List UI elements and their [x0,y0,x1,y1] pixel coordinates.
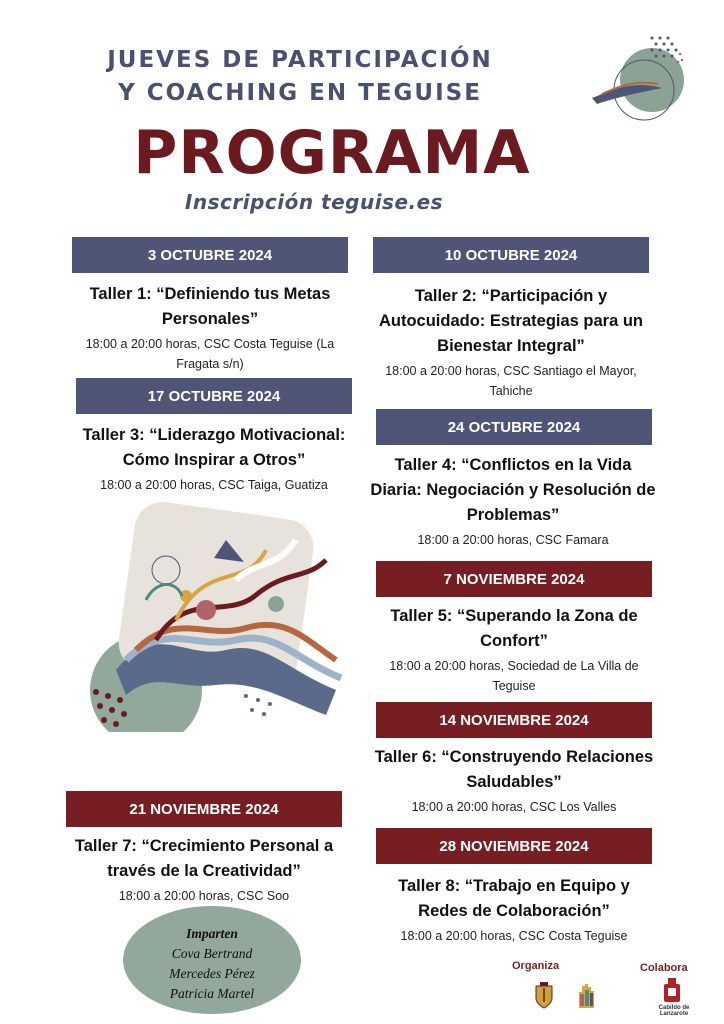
workshop-4 [370,453,656,550]
workshop-3 [72,423,356,495]
workshop-2 [373,284,649,401]
workshop-details: 18:00 a 20:00 horas, Sociedad de La Villa de Teguise [389,659,639,693]
participation-hand-icon [571,980,601,1010]
date-bar-4: 24 OCTUBRE 2024 [376,409,652,445]
workshop-details: 18:00 a 20:00 horas, CSC Costa Teguise (La Fragata s/n) [85,337,335,371]
date-bar-8: 28 NOVIEMBRE 2024 [376,828,652,864]
instructors-badge [123,906,301,1014]
workshop-5 [372,604,656,696]
workshop-title: Taller 4: “Conflictos en la Vida Diaria: Negociación y Resolución de Problemas” [370,456,656,524]
instructor-name: Patricia Martel [169,986,255,1001]
workshop-title: Taller 2: “Participación y Autocuidado: Estrategias para un Bienestar Integral” [378,287,644,355]
date-bar-3: 17 OCTUBRE 2024 [76,378,352,414]
workshop-title: Taller 8: “Trabajo en Equipo y Redes de Colaboración” [398,877,630,920]
workshop-7 [64,834,344,906]
date-bar-5: 7 NOVIEMBRE 2024 [376,561,652,597]
instructor-name: Mercedes Pérez [169,966,255,981]
workshop-6 [372,745,656,817]
workshop-details: 18:00 a 20:00 horas, CSC Costa Teguise [400,929,628,943]
header-line-2: Y COACHING EN TEGUISE [118,80,482,106]
abstract-artwork-icon [86,500,348,732]
cabildo-emblem-icon [662,978,682,1004]
registration-link[interactable]: Inscripción teguise.es [184,190,444,214]
header-line-1: JUEVES DE PARTICIPACIÓN [107,47,493,73]
instructor-name: Cova Bertrand [171,946,253,961]
workshop-title: Taller 5: “Superando la Zona de Confort” [390,607,638,650]
date-bar-6: 14 NOVIEMBRE 2024 [376,702,652,738]
instructors-heading: Imparten [186,926,238,941]
page-title: PROGRAMA [133,118,531,188]
date-bar-7: 21 NOVIEMBRE 2024 [66,791,342,827]
workshop-1 [72,282,348,374]
top-decoration-icon [592,30,692,130]
cabildo-caption: Cabildo de Lanzarote [658,1005,690,1017]
workshop-title: Taller 6: “Construyendo Relaciones Saludables” [374,748,654,791]
workshop-title: Taller 7: “Crecimiento Personal a través de la Creatividad” [74,837,334,880]
organiza-label: Organiza [512,960,560,972]
workshop-details: 18:00 a 20:00 horas, CSC Taiga, Guatiza [100,478,328,492]
colabora-label: Colabora [640,962,688,974]
workshop-details: 18:00 a 20:00 horas, CSC Soo [118,889,290,903]
date-bar-2: 10 OCTUBRE 2024 [373,237,649,273]
workshop-details: 18:00 a 20:00 horas, CSC Los Valles [411,800,617,814]
workshop-details: 18:00 a 20:00 horas, CSC Famara [417,533,609,547]
workshop-title: Taller 3: “Liderazgo Motivacional: Cómo Inspirar a Otros” [82,426,346,469]
workshop-title: Taller 1: “Definiendo tus Metas Personales” [89,285,331,328]
date-bar-1: 3 OCTUBRE 2024 [72,237,348,273]
workshop-details: 18:00 a 20:00 horas, CSC Santiago el Mayor, Tahiche [385,364,637,398]
workshop-8 [372,874,656,946]
teguise-crest-icon [532,982,556,1010]
